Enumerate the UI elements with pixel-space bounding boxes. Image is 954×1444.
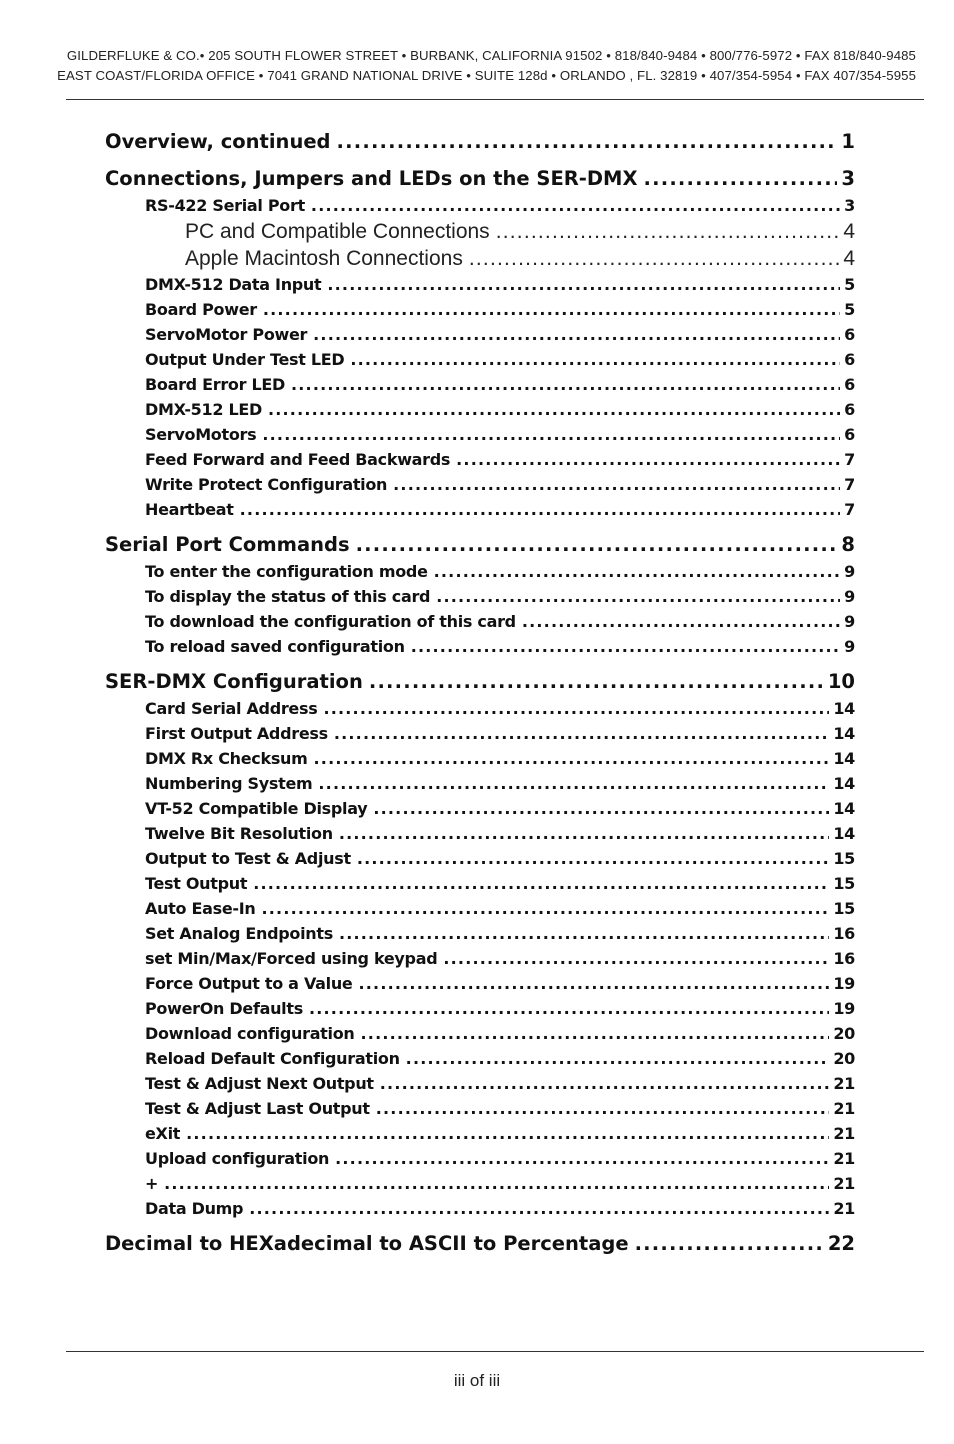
toc-entry-page: 14 — [833, 824, 855, 843]
dot-leader — [249, 1196, 829, 1221]
dot-leader — [357, 846, 830, 871]
dot-leader — [262, 422, 840, 447]
toc-entry[interactable] — [105, 297, 855, 322]
toc-entry-title: VT-52 Compatible Display — [145, 799, 368, 818]
dot-leader — [644, 165, 838, 193]
dot-leader — [268, 397, 840, 422]
toc-entry-page: 14 — [833, 774, 855, 793]
toc-entry-title: RS-422 Serial Port — [145, 196, 305, 215]
toc-entry[interactable] — [105, 1096, 855, 1121]
toc-entry-page: 14 — [833, 749, 855, 768]
toc-entry-title: Overview, continued — [105, 130, 331, 153]
toc-entry-page: 22 — [827, 1232, 855, 1255]
toc-entry[interactable] — [105, 422, 855, 447]
dot-leader — [411, 634, 840, 659]
toc-entry[interactable] — [105, 971, 855, 996]
toc-entry-title: + — [145, 1174, 159, 1193]
toc-entry[interactable] — [105, 472, 855, 497]
toc-entry-page: 5 — [844, 300, 855, 319]
dot-leader — [369, 668, 824, 696]
dot-leader — [323, 696, 829, 721]
toc-entry-title: eXit — [145, 1124, 181, 1143]
toc-entry-title: To display the status of this card — [145, 587, 431, 606]
toc-entry[interactable] — [105, 1171, 855, 1196]
dot-leader — [373, 796, 829, 821]
letterhead — [0, 46, 916, 86]
dot-leader — [350, 347, 840, 372]
toc-entry-page: 6 — [844, 350, 855, 369]
toc-entry-page: 19 — [833, 999, 855, 1018]
toc-entry[interactable] — [105, 846, 855, 871]
toc-entry-title: Download configuration — [145, 1024, 355, 1043]
dot-leader — [164, 1171, 829, 1196]
toc-entry-title: DMX Rx Checksum — [145, 749, 308, 768]
toc-entry[interactable] — [105, 609, 855, 634]
toc-entry-page: 3 — [841, 167, 855, 190]
toc-entry[interactable] — [105, 634, 855, 659]
toc-entry[interactable] — [105, 1196, 855, 1221]
toc-entry-title: Output Under Test LED — [145, 350, 345, 369]
toc-entry[interactable] — [105, 128, 855, 156]
dot-leader — [309, 996, 829, 1021]
toc-entry[interactable] — [105, 996, 855, 1021]
toc-entry[interactable] — [105, 1071, 855, 1096]
dot-leader — [240, 497, 841, 522]
toc-entry[interactable] — [105, 347, 855, 372]
toc-entry-page: 9 — [844, 587, 855, 606]
dot-leader — [313, 322, 840, 347]
toc-entry-title: SER-DMX Configuration — [105, 670, 363, 693]
toc-entry-page: 20 — [833, 1049, 855, 1068]
toc-entry-title: Serial Port Commands — [105, 533, 350, 556]
toc-entry-page: 16 — [833, 924, 855, 943]
toc-entry-title: Auto Ease-In — [145, 899, 256, 918]
dot-leader — [469, 245, 839, 272]
toc-entry-page: 19 — [833, 974, 855, 993]
dot-leader — [443, 946, 829, 971]
toc-entry-page: 6 — [844, 375, 855, 394]
dot-leader — [314, 746, 830, 771]
toc-entry[interactable] — [105, 946, 855, 971]
toc-entry-title: ServoMotor Power — [145, 325, 308, 344]
dot-leader — [318, 771, 829, 796]
toc-entry-title: Card Serial Address — [145, 699, 318, 718]
toc-entry[interactable] — [105, 1021, 855, 1046]
toc-entry-page: 21 — [833, 1124, 855, 1143]
toc-entry[interactable] — [105, 322, 855, 347]
toc-entry-title: Write Protect Configuration — [145, 475, 388, 494]
toc-entry-title: Board Power — [145, 300, 257, 319]
toc-entry-title: To download the configuration of this card — [145, 612, 516, 631]
toc-entry[interactable] — [105, 871, 855, 896]
toc-entry-title: Test & Adjust Next Output — [145, 1074, 374, 1093]
toc-entry-title: Output to Test & Adjust — [145, 849, 351, 868]
toc-entry[interactable] — [105, 1121, 855, 1146]
toc-entry-page: 9 — [844, 612, 855, 631]
toc-entry[interactable] — [105, 372, 855, 397]
toc-entry[interactable] — [105, 165, 855, 193]
dot-leader — [436, 584, 840, 609]
toc-entry-title: set Min/Max/Forced using keypad — [145, 949, 438, 968]
dot-leader — [261, 896, 829, 921]
toc-entry-page: 14 — [833, 724, 855, 743]
toc-entry-title: To enter the configuration mode — [145, 562, 428, 581]
toc-entry[interactable] — [105, 531, 855, 559]
dot-leader — [291, 372, 840, 397]
letterhead-line-2: EAST COAST/FLORIDA OFFICE • 7041 GRAND NATIONAL DRIVE • SUITE 128d • ORLANDO , FL. 32819 • 407/354-5954 • FAX 407/354-5955 — [57, 68, 916, 83]
letterhead-line-1: GILDERFLUKE & CO.• 205 SOUTH FLOWER STREET • BURBANK, CALIFORNIA 91502 • 818/840-9484 • 800/776-5972 • FAX 818/840-9485 — [66, 48, 916, 63]
dot-leader — [335, 1146, 829, 1171]
toc-entry-title: First Output Address — [145, 724, 328, 743]
toc-entry[interactable] — [105, 696, 855, 721]
toc-entry-page: 14 — [833, 799, 855, 818]
toc-entry[interactable] — [105, 921, 855, 946]
toc-entry-page: 3 — [844, 196, 855, 215]
toc-entry-title: Test Output — [145, 874, 248, 893]
toc-entry-page: 7 — [844, 450, 855, 469]
toc-entry[interactable] — [105, 721, 855, 746]
toc-entry-page: 6 — [844, 425, 855, 444]
toc-entry-title: To reload saved configuration — [145, 637, 405, 656]
toc-entry-title: Connections, Jumpers and LEDs on the SER-DMX — [105, 167, 638, 190]
toc-entry-page: 21 — [833, 1149, 855, 1168]
toc-entry-page: 21 — [833, 1074, 855, 1093]
toc-entry[interactable] — [105, 193, 855, 218]
toc-entry[interactable] — [105, 796, 855, 821]
toc-entry-page: 7 — [844, 500, 855, 519]
toc-entry-page: 1 — [841, 130, 855, 153]
toc-entry-page: 21 — [833, 1099, 855, 1118]
toc-entry[interactable] — [105, 559, 855, 584]
toc-entry[interactable] — [105, 218, 855, 245]
dot-leader — [358, 971, 829, 996]
toc-entry[interactable] — [105, 584, 855, 609]
toc-entry-page: 4 — [843, 247, 855, 270]
toc-entry-title: Upload configuration — [145, 1149, 330, 1168]
dot-leader — [522, 609, 840, 634]
toc-entry-page: 15 — [833, 874, 855, 893]
dot-leader — [376, 1096, 830, 1121]
dot-leader — [186, 1121, 829, 1146]
dot-leader — [496, 218, 840, 245]
toc-entry-page: 21 — [833, 1174, 855, 1193]
toc-entry[interactable] — [105, 1146, 855, 1171]
toc-entry-title: PC and Compatible Connections — [185, 220, 490, 243]
toc-entry-title: Reload Default Configuration — [145, 1049, 400, 1068]
toc-entry-page: 8 — [841, 533, 855, 556]
toc-entry-page: 15 — [833, 899, 855, 918]
dot-leader — [311, 193, 840, 218]
toc-entry[interactable] — [105, 1230, 855, 1258]
dot-leader — [456, 447, 840, 472]
toc-entry[interactable] — [105, 397, 855, 422]
dot-leader — [253, 871, 829, 896]
toc-entry-page: 9 — [844, 637, 855, 656]
toc-entry-title: Force Output to a Value — [145, 974, 353, 993]
toc-entry[interactable] — [105, 497, 855, 522]
dot-leader — [356, 531, 838, 559]
toc-entry-page: 15 — [833, 849, 855, 868]
toc-entry-page: 16 — [833, 949, 855, 968]
dot-leader — [263, 297, 840, 322]
toc-entry-title: Data Dump — [145, 1199, 244, 1218]
dot-leader — [361, 1021, 830, 1046]
dot-leader — [380, 1071, 830, 1096]
toc-entry-title: ServoMotors — [145, 425, 257, 444]
toc-entry[interactable] — [105, 896, 855, 921]
toc-entry-title: Heartbeat — [145, 500, 234, 519]
dot-leader — [393, 472, 840, 497]
toc-entry[interactable] — [105, 245, 855, 272]
toc-entry-title: PowerOn Defaults — [145, 999, 303, 1018]
toc-entry-page: 6 — [844, 325, 855, 344]
toc-entry[interactable] — [105, 668, 855, 696]
toc-entry-page: 20 — [833, 1024, 855, 1043]
toc-entry-page: 6 — [844, 400, 855, 419]
dot-leader — [635, 1230, 824, 1258]
toc-entry[interactable] — [105, 821, 855, 846]
dot-leader — [434, 559, 841, 584]
dot-leader — [334, 721, 829, 746]
toc-entry[interactable] — [105, 447, 855, 472]
header-divider — [66, 99, 924, 100]
toc-entry[interactable] — [105, 771, 855, 796]
toc-entry-title: Set Analog Endpoints — [145, 924, 333, 943]
toc-entry-title: Apple Macintosh Connections — [185, 247, 463, 270]
dot-leader — [327, 272, 840, 297]
toc-entry-title: Test & Adjust Last Output — [145, 1099, 370, 1118]
toc-entry-page: 5 — [844, 275, 855, 294]
toc-entry[interactable] — [105, 1046, 855, 1071]
footer-divider — [66, 1351, 924, 1352]
toc-entry-title: Feed Forward and Feed Backwards — [145, 450, 451, 469]
toc-entry-page: 21 — [833, 1199, 855, 1218]
toc-entry-page: 14 — [833, 699, 855, 718]
page-number: iii of iii — [453, 1371, 501, 1390]
toc-entry-title: Twelve Bit Resolution — [145, 824, 333, 843]
toc-entry-page: 9 — [844, 562, 855, 581]
toc-entry-page: 10 — [827, 670, 855, 693]
toc-entry-page: 4 — [843, 220, 855, 243]
toc-entry-title: DMX-512 LED — [145, 400, 262, 419]
toc-entry-title: DMX-512 Data Input — [145, 275, 322, 294]
toc-entry-title: Decimal to HEXadecimal to ASCII to Percentage — [105, 1232, 629, 1255]
toc-entry-title: Board Error LED — [145, 375, 285, 394]
dot-leader — [339, 921, 829, 946]
table-of-contents — [105, 128, 855, 1258]
toc-entry[interactable] — [105, 746, 855, 771]
toc-entry-page: 7 — [844, 475, 855, 494]
toc-entry[interactable] — [105, 272, 855, 297]
dot-leader — [406, 1046, 830, 1071]
toc-entry-title: Numbering System — [145, 774, 313, 793]
dot-leader — [339, 821, 830, 846]
dot-leader — [337, 128, 838, 156]
